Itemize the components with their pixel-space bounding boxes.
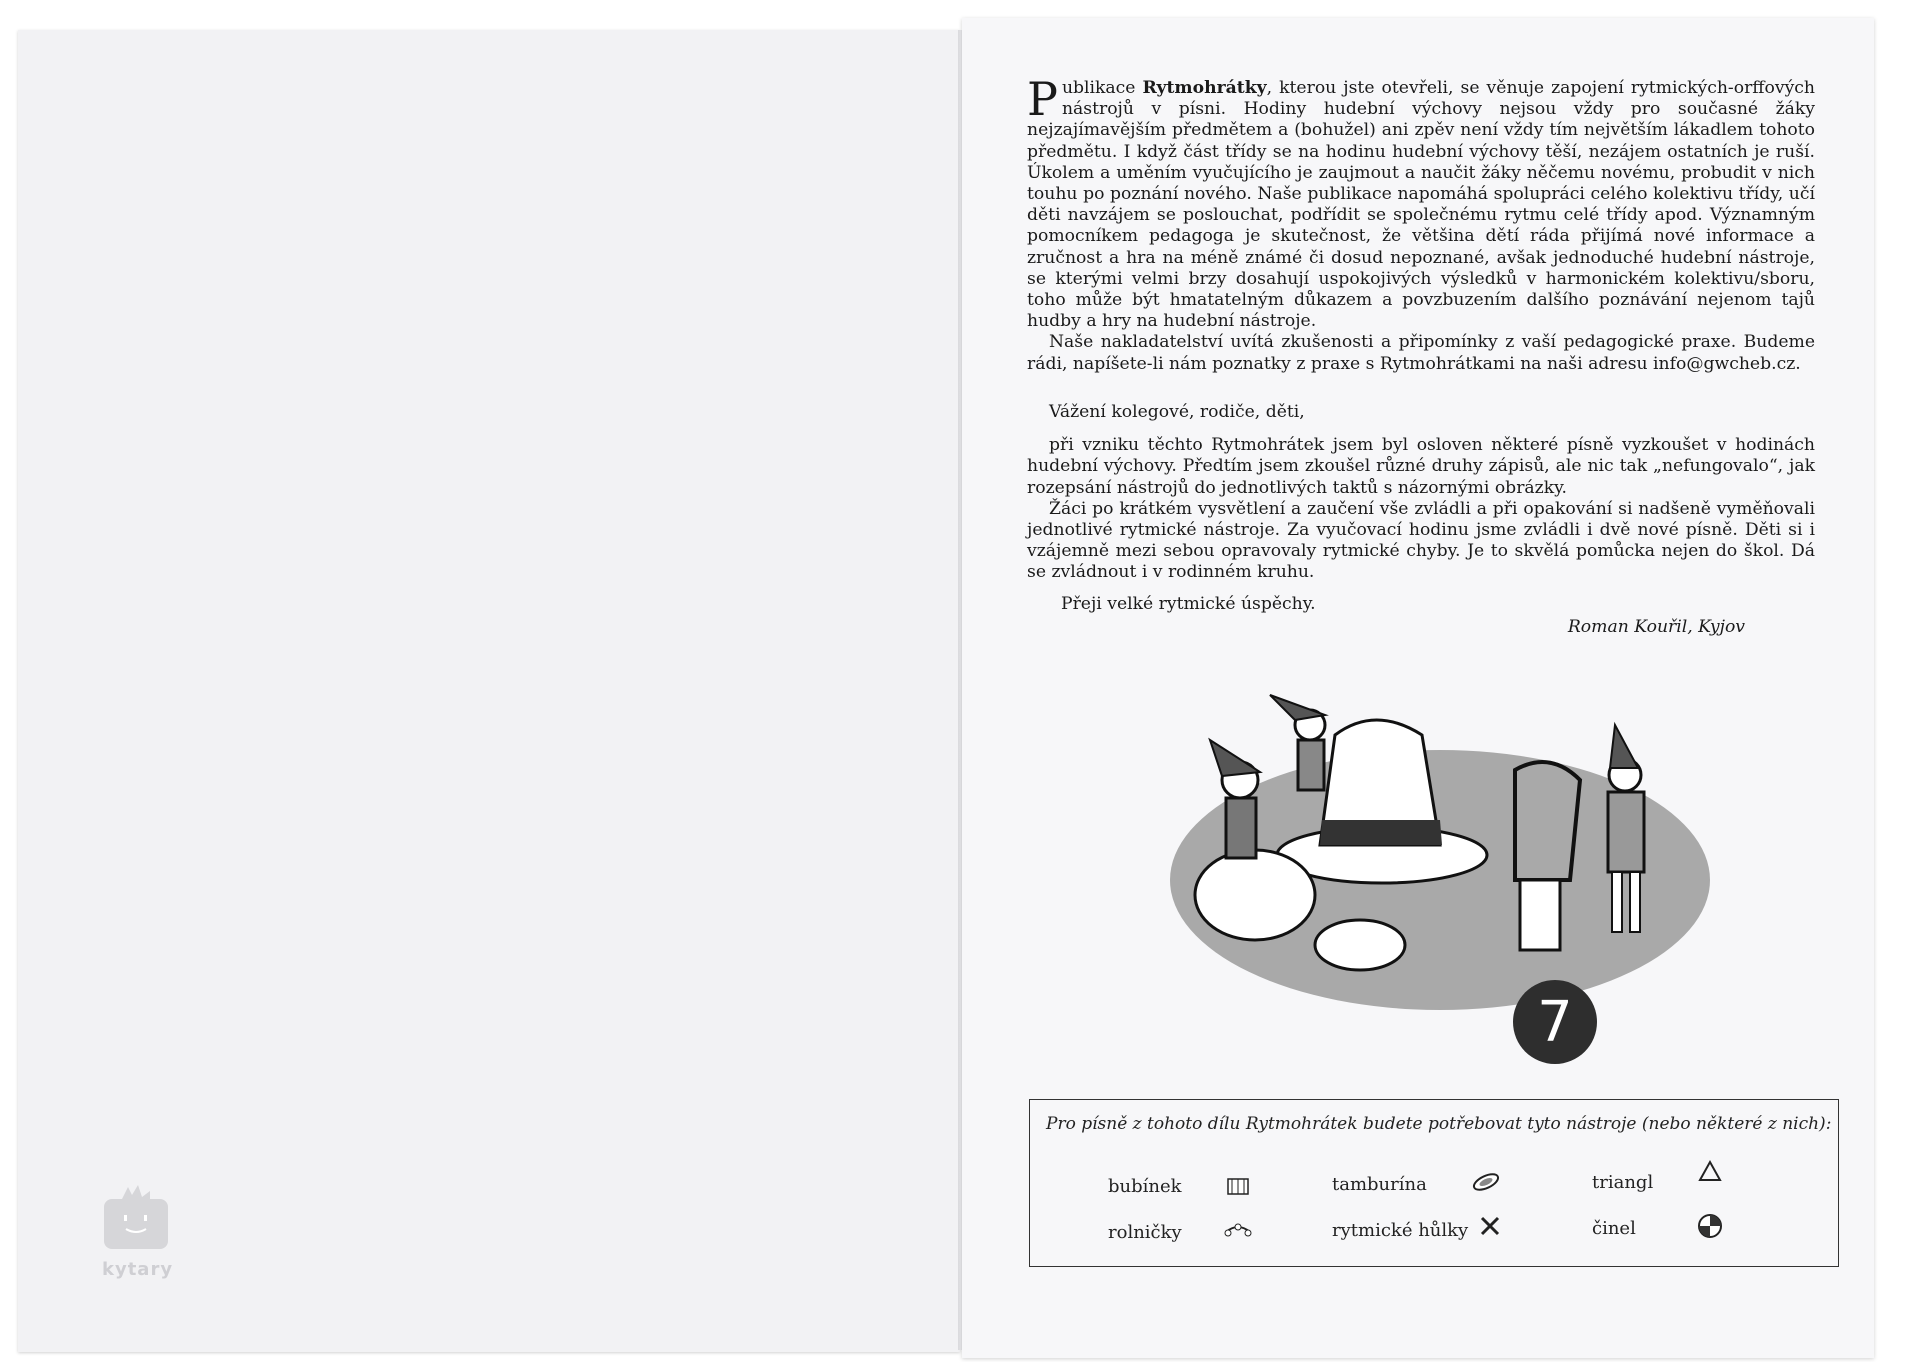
small-sack [1315,920,1405,970]
gnomes-hat-harp-illustration [1160,680,1720,1060]
harp-stand [1520,880,1560,950]
intro-paragraph-2: Naše nakladatelství uvítá zkušenosti a připomínky z vaší pedagogické praxe. Budeme rádi, napíšete-li nám poznatky z praxe s Rytmohrátkami na naši adresu info@gwcheb.cz. [1027,332,1815,374]
bells-icon [1222,1218,1254,1242]
gnome-body-left [1226,798,1256,858]
intro-section [1027,72,1815,375]
instrument-label-bells: rolničky [1108,1222,1182,1243]
letter-section [1027,402,1815,638]
kytary-logo-text: kytary [102,1259,174,1280]
publication-name: Rytmohrátky [1142,78,1267,98]
intro-text-start: ublikace [1061,78,1143,98]
letter-signature: Roman Kouřil, Kyjov [1567,616,1745,637]
gnome-body-right [1608,792,1644,872]
drop-cap: P [1027,72,1058,126]
instrument-label-drum: bubínek [1108,1176,1182,1197]
sack [1195,850,1315,940]
gnome-body-middle [1298,740,1324,790]
volume-number-badge: 7 [1513,980,1597,1064]
gnome-leg-right-a [1612,872,1622,932]
letter-paragraph-1: při vzniku těchto Rytmohrátek jsem byl osloven některé písně vyzkoušet v hodinách hudební výchovy. Předtím jsem zkoušel různé druhy zápisů, ale nic tak „nefungovalo“, jak rozepsání nástrojů do jednotlivých taktů s názornými obrázky. [1027,435,1815,498]
letter-paragraph-2: Žáci po krátkém vysvětlení a zaučení vše zvládli a při opakování si nadšeně vyměňovali jednotlivé rytmické nástroje. Za vyučovací hodinu jsme zvládli i dvě nové písně. Děti si i vzájemně mezi sebou opravovaly rytmické chyby. Je to skvělá pomůcka nejen do škol. Dá se zvládnout i v rodinném kruhu. [1027,498,1815,583]
cymbal-icon [1696,1212,1724,1240]
gnome-hat-left [1210,740,1260,776]
instruments-box-title: Pro písně z tohoto dílu Rytmohrátek budete potřebovat tyto nástroje (nebo některé z nich): [1046,1114,1832,1134]
instrument-label-tambourine: tamburína [1332,1174,1427,1195]
hat-band [1320,820,1442,845]
kytary-watermark [102,1185,174,1280]
kytary-logo-icon [102,1185,170,1251]
letter-closing: Přeji velké rytmické úspěchy. [1061,593,1316,614]
intro-text-rest: , kterou jste otevřeli, se věnuje zapojení rytmických-orffových nástrojů v písni. Hodiny hudební výchovy nejsou vždy pro současné žáky nejzajímavějším předmětem a (bohužel) ani zpěv není vždy tím největším lákadlem tohoto předmětu. I když část třídy se na hodinu hudební výchovy těší, nezájem ostatních je ruší. Úkolem a uměním vyučujícího je zaujmout a naučit žáky něčemu novému, probudit v nich touhu po poznání nového. Naše publikace napomáhá spolupráci celého kolektivu třídy, učí děti navzájem se poslouchat, podřídit se společnému rytmu celé třídy apod. Významným pomocníkem pedagoga je skutečnost, že většina dětí ráda přijímá nové informace a zručnost a hra na méně známé či dosud nepoznané, avšak jednoduché hudební nástroje, se kterými velmi brzy dosahují uspokojivých výsledků v harmonickém kolektivu/sboru, toho může být hmatatelným důkazem a povzbuzením dalšího poznávání nejenom tajů hudby a hry na hudební nástroje. [1027,78,1815,332]
tambourine-icon [1470,1170,1502,1194]
letter-greeting: Vážení kolegové, rodiče, děti, [1049,402,1305,422]
instrument-label-sticks: rytmické hůlky [1332,1220,1469,1241]
drum-icon [1226,1174,1250,1198]
left-page [18,30,960,1352]
gnome-hat-middle [1270,695,1325,720]
instrument-label-triangle: triangl [1592,1172,1654,1193]
gnome-hat-right [1610,725,1638,768]
gnome-leg-right-b [1630,872,1640,932]
instrument-label-cymbal: činel [1592,1218,1636,1239]
intro-paragraph-1 [1027,72,1815,332]
triangle-icon [1696,1158,1724,1184]
instruments-box [1029,1099,1839,1267]
sticks-icon [1478,1214,1502,1238]
